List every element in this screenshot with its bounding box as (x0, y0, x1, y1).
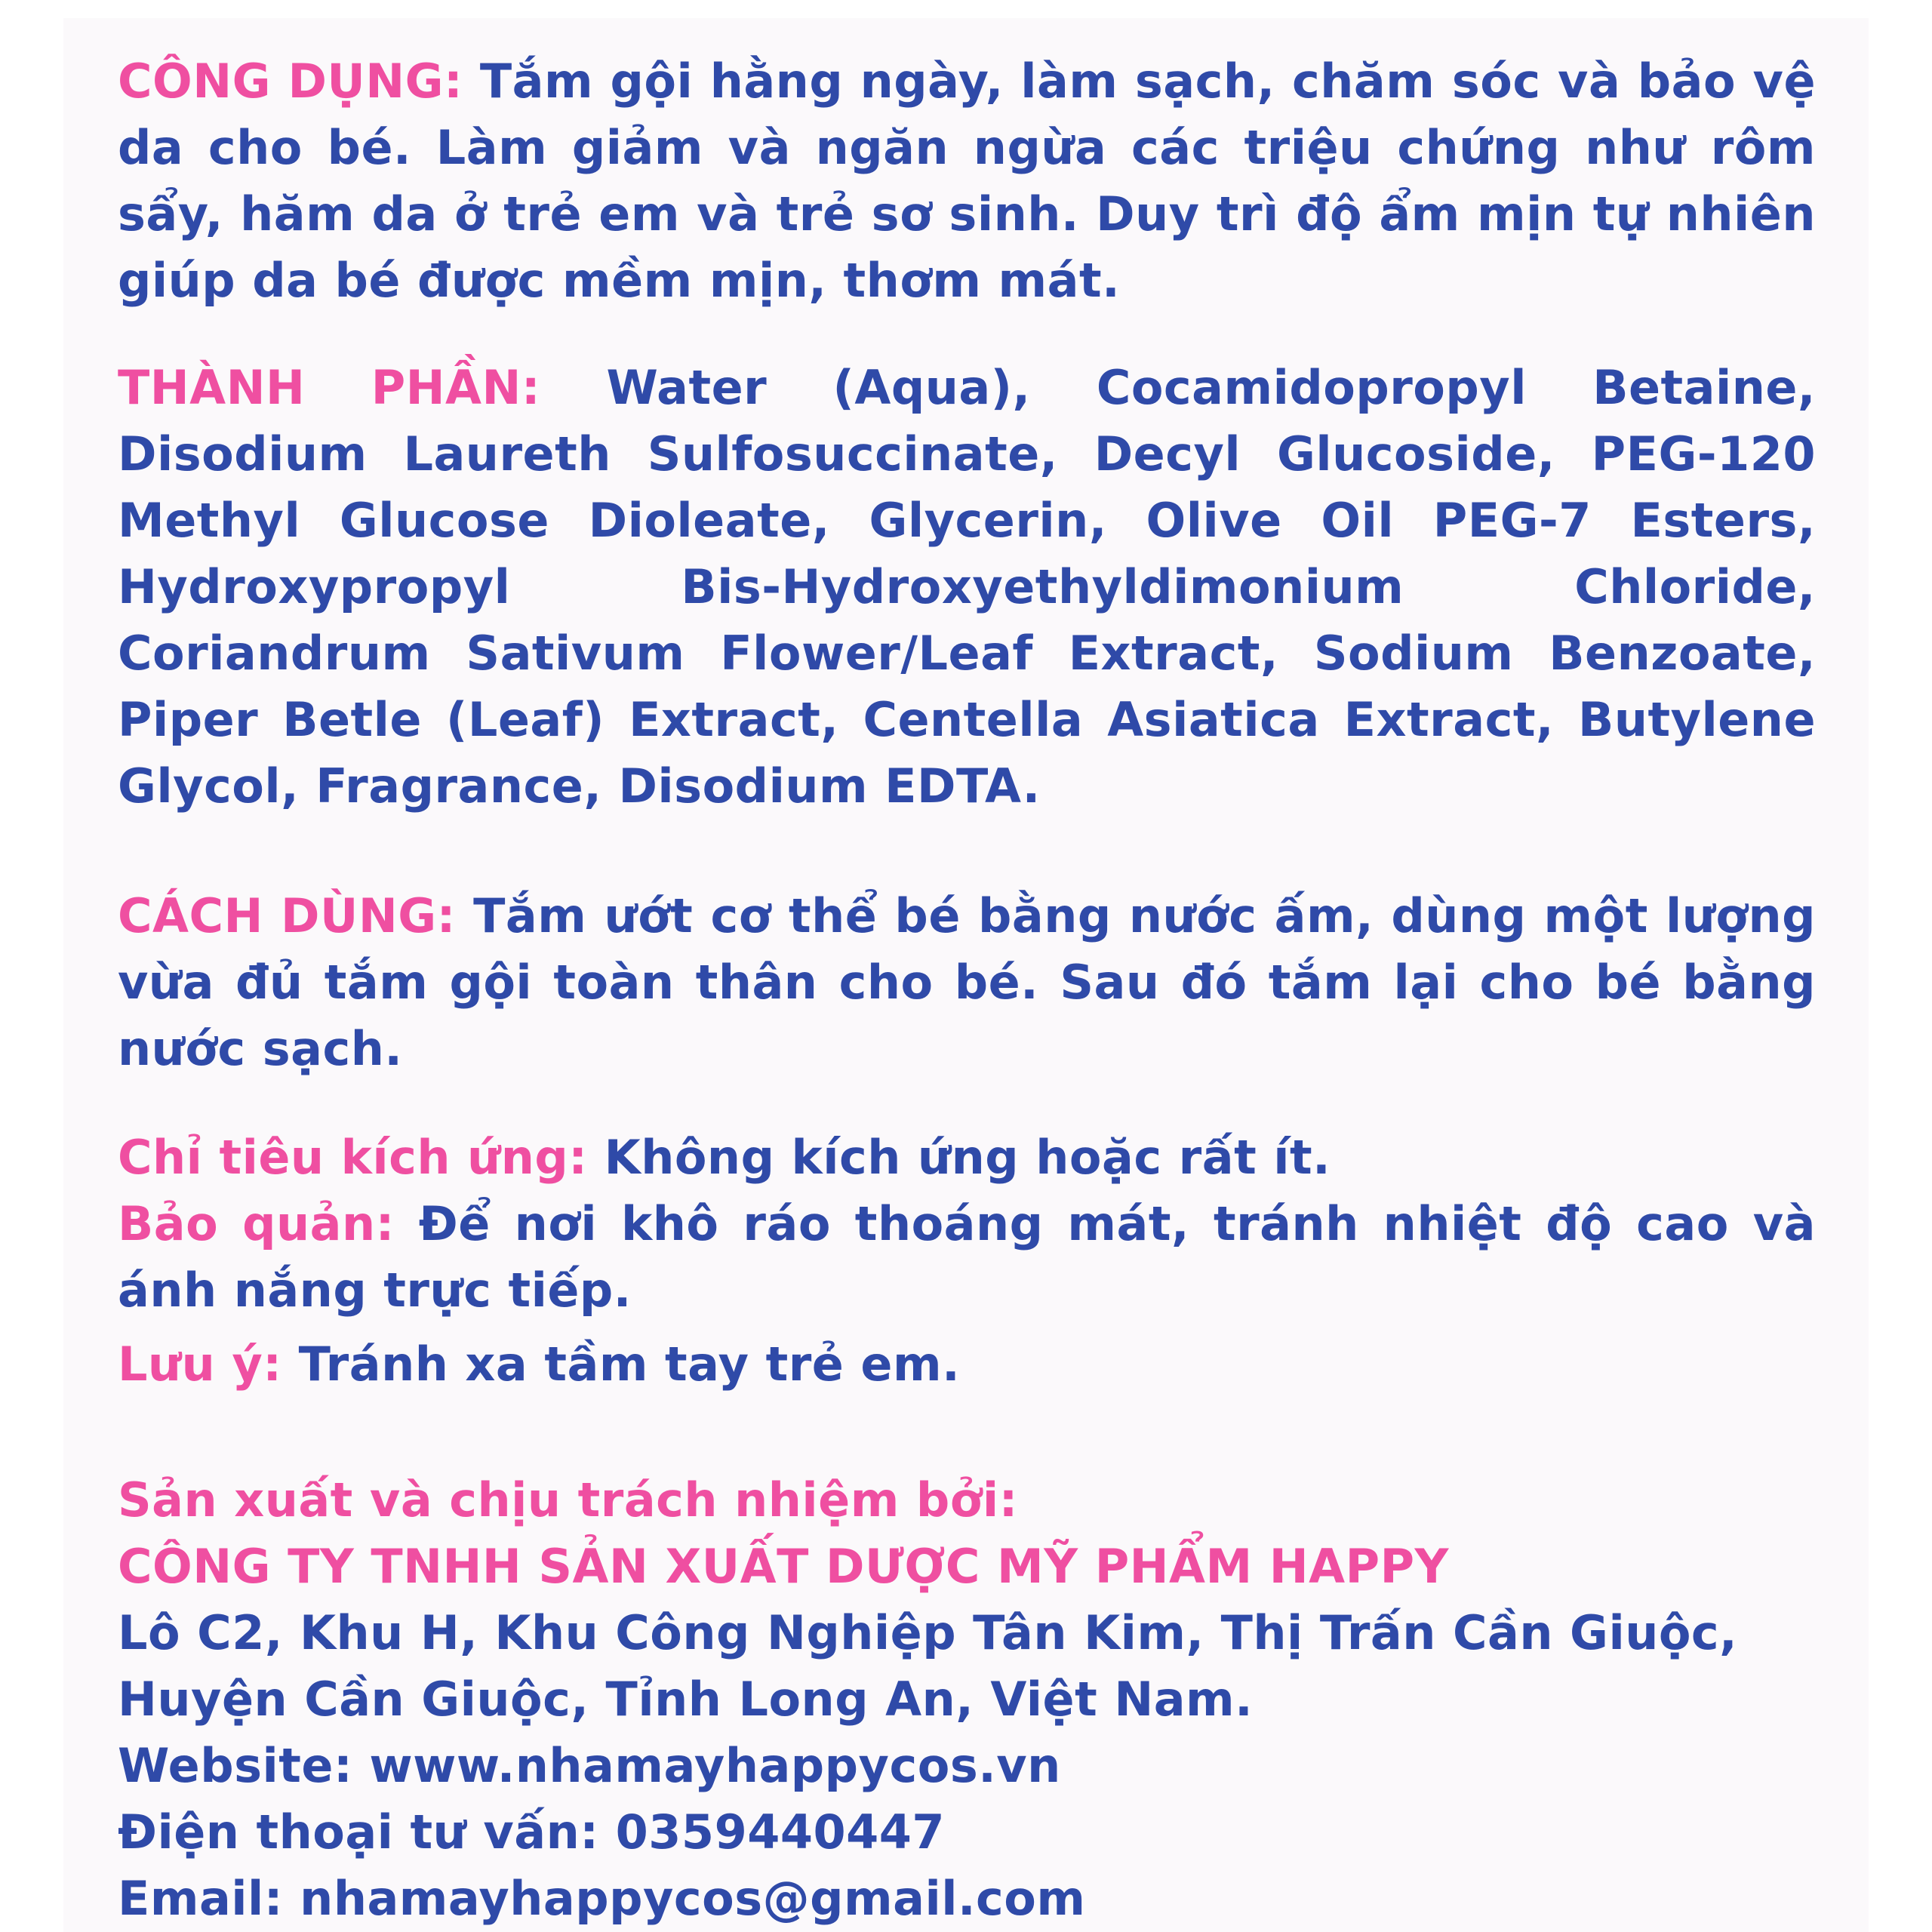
directions-heading: CÁCH DÙNG: (118, 888, 456, 943)
manufacturer-address-line1: Lô C2, Khu H, Khu Công Nghiệp Tân Kim, Thị Trấn Cần Giuộc, (118, 1605, 1738, 1660)
directions-section (118, 883, 1816, 1082)
manufacturer-block (118, 1467, 1816, 1932)
manufacturer-address-line2: Huyện Cần Giuộc, Tỉnh Long An, Việt Nam. (118, 1672, 1254, 1727)
note-text: Tránh xa tầm tay trẻ em. (298, 1337, 961, 1392)
directions-text: Tắm ướt cơ thể bé bằng nước ấm, dùng một lượng vừa đủ tắm gội toàn thân cho bé. Sau đó tắm lại cho bé bằng nước sạch. (118, 888, 1816, 1076)
product-label (63, 18, 1869, 1932)
manufacturer-website: Website: www.nhamayhappycos.vn (118, 1738, 1061, 1793)
ingredients-text: Water (Aqua), Cocamidopropyl Betaine, Disodium Laureth Sulfosuccinate, Decyl Glucoside, PEG-120 Methyl Glucose Dioleate, Glycerin, Olive Oil PEG-7 Esters, Hydroxypropyl Bis-Hydroxyethyldimonium Chloride, Coriandrum Sativum Flower/Leaf Extract, Sodium Benzoate, Piper Betle (Leaf) Extract, Centella Asiatica Extract, Butylene Glycol, Fragrance, Disodium EDTA. (118, 360, 1816, 814)
note-heading: Lưu ý: (118, 1337, 282, 1392)
manufacturer-email: Email: nhamayhappycos@gmail.com (118, 1871, 1086, 1926)
ingredients-section (118, 355, 1816, 820)
storage-heading: Bảo quản: (118, 1196, 395, 1251)
uses-section (118, 48, 1816, 314)
manufacturer-phone: Điện thoại tư vấn: 0359440447 (118, 1804, 946, 1860)
uses-heading: CÔNG DỤNG: (118, 54, 463, 109)
storage-section (118, 1191, 1816, 1324)
manufacturer-intro: Sản xuất và chịu trách nhiệm bởi: (118, 1472, 1018, 1527)
storage-text: Để nơi khô ráo thoáng mát, tránh nhiệt độ cao và ánh nắng trực tiếp. (118, 1196, 1816, 1318)
note-section (118, 1331, 1816, 1398)
irritation-section (118, 1124, 1816, 1191)
irritation-heading: Chỉ tiêu kích ứng: (118, 1130, 588, 1185)
irritation-text: Không kích ứng hoặc rất ít. (604, 1130, 1331, 1185)
uses-text: Tắm gội hằng ngày, làm sạch, chăm sóc và bảo vệ da cho bé. Làm giảm và ngăn ngừa các triệu chứng như rôm sẩy, hăm da ở trẻ em và trẻ sơ sinh. Duy trì độ ẩm mịn tự nhiên giúp da bé được mềm mịn, thơm mát. (118, 54, 1817, 308)
ingredients-heading: THÀNH PHẦN: (118, 360, 541, 415)
manufacturer-company: CÔNG TY TNHH SẢN XUẤT DƯỢC MỸ PHẨM HAPPY (118, 1539, 1449, 1594)
